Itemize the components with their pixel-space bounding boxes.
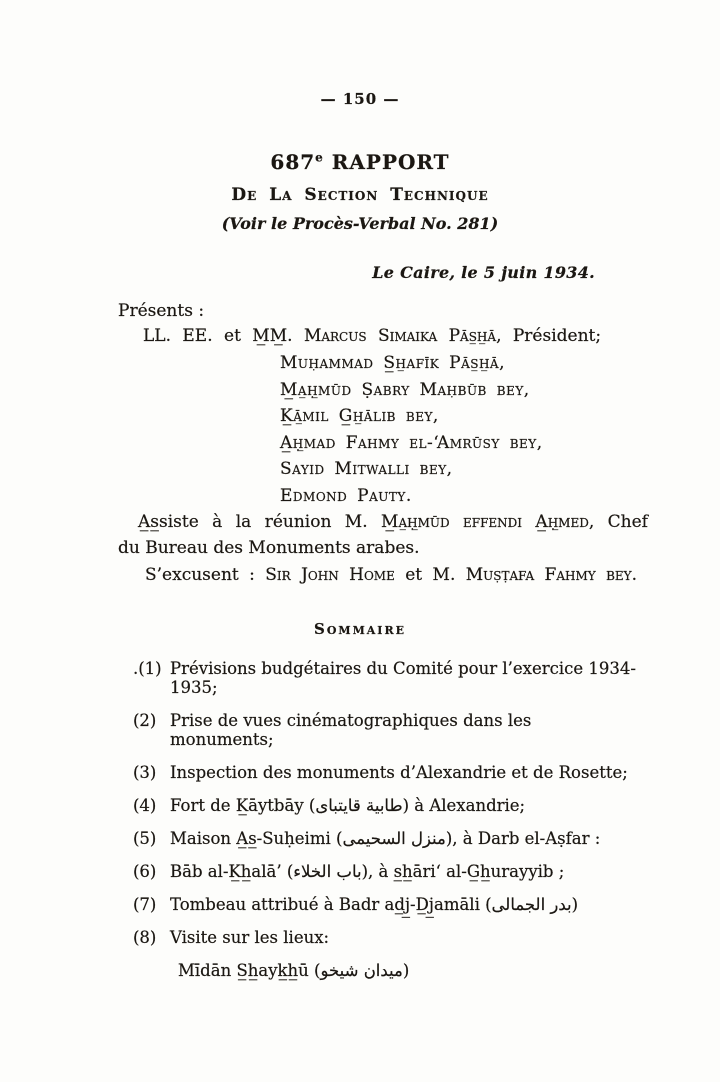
item-text: Visite sur les lieux:: [170, 928, 330, 947]
excuse-middle: et M.: [394, 565, 466, 585]
item-text: Bāb al-K̲h̲alā’ (باب الخلاء), à s̲h̲āri‘ al-G̲h̲urayyib ;: [170, 862, 565, 881]
sommaire-section: [0, 620, 720, 980]
member-name: Edmond Pauty.: [280, 485, 412, 506]
item-text: Fort de K̲āytbāy (طابية قايتباى) à Alexandrie;: [170, 796, 526, 815]
member-name: M̲a̲ḥ̲mūd effendi A̲ḥ̲med: [381, 512, 589, 532]
sommaire-item-5: [133, 829, 720, 848]
report-ordinal: e: [315, 150, 324, 165]
report-title: [0, 150, 720, 174]
excuse-line: [145, 562, 720, 588]
assiste-line: [138, 509, 720, 535]
presents-label: Présents :: [118, 301, 205, 321]
attendee-prefix: LL. EE. et M̲M̲.: [143, 326, 304, 346]
title-block: [0, 150, 720, 233]
item-number: (7): [133, 895, 157, 914]
sommaire-title: Sommaire: [314, 620, 406, 638]
assiste-prefix: A̲s̲siste à la réunion M.: [138, 512, 382, 532]
member-name: M̲a̲ḥ̲mūd Ṣabry Maḥbūb bey,: [280, 379, 530, 400]
page-number: — 150 —: [320, 90, 400, 108]
item-number: (4): [133, 796, 157, 815]
sommaire-item-7: [133, 895, 720, 914]
sommaire-items: [0, 659, 720, 947]
sommaire-item-4: [133, 796, 720, 815]
sommaire-item-6: [133, 862, 720, 881]
sommaire-item-8: [133, 928, 720, 947]
attendee-suffix: , Président;: [496, 326, 602, 346]
member-name: Muḥammad S̲h̲afīk Pās̲h̲ā,: [280, 353, 505, 373]
assiste-suffix: , Chef: [588, 512, 648, 532]
item-number: (8): [133, 928, 157, 947]
item-number: (2): [133, 711, 157, 730]
member-name: Sayid Mitwalli bey,: [280, 459, 453, 479]
report-number: 687: [270, 150, 316, 174]
item-text: Prévisions budgétaires du Comité pour l’exercice 1934-1935;: [170, 659, 636, 697]
excuse-suffix: .: [631, 565, 637, 585]
sommaire-item-3: [133, 763, 720, 782]
item-number: (5): [133, 829, 157, 848]
excuse-prefix: S’excusent :: [145, 565, 266, 585]
proces-verbal-reference: (Voir le Procès-Verbal No. 281): [221, 214, 499, 233]
attendance-section: [0, 299, 720, 588]
attendee-line-president: [143, 323, 720, 350]
member-name: Muṣṭafa Fahmy bey: [465, 565, 632, 585]
report-word: RAPPORT: [323, 150, 450, 174]
item-text: Inspection des monuments d’Alexandrie et de Rosette;: [170, 763, 628, 782]
item-text: Tombeau attribué à Badr ad̲j̲-D̲j̲amāli (بدر الجمالى): [170, 895, 579, 914]
section-title: De La Section Technique: [231, 185, 489, 205]
item-number: (6): [133, 862, 157, 881]
item-text: Maison A̲s̲-Suḥeimi (منزل السحيمى), à Darb el-Aṣfar :: [170, 829, 601, 848]
item-number: (3): [133, 763, 157, 782]
member-name: Sir John Home: [265, 565, 395, 585]
member-list: [280, 350, 720, 509]
member-name: Marcus Simaika Pās̲h̲ā: [303, 326, 497, 346]
member-name: A̲ḥ̲mad Fahmy el-‘Amrūsy bey,: [280, 432, 543, 453]
assiste-line-continuation: du Bureau des Monuments arabes.: [118, 538, 420, 558]
dateline: Le Caire, le 5 juin 1934.: [372, 263, 595, 282]
member-name: K̲ā̲mil G̲h̲ālib bey,: [280, 406, 439, 426]
item-number: .(1): [133, 659, 162, 678]
sommaire-item-1: [133, 659, 720, 697]
sommaire-item-8-subline: Mīdān S̲h̲ayk̲h̲ū (ميدان شيخو): [178, 961, 410, 980]
sommaire-item-2: [133, 711, 720, 749]
item-text: Prise de vues cinématographiques dans les monuments;: [170, 711, 532, 749]
